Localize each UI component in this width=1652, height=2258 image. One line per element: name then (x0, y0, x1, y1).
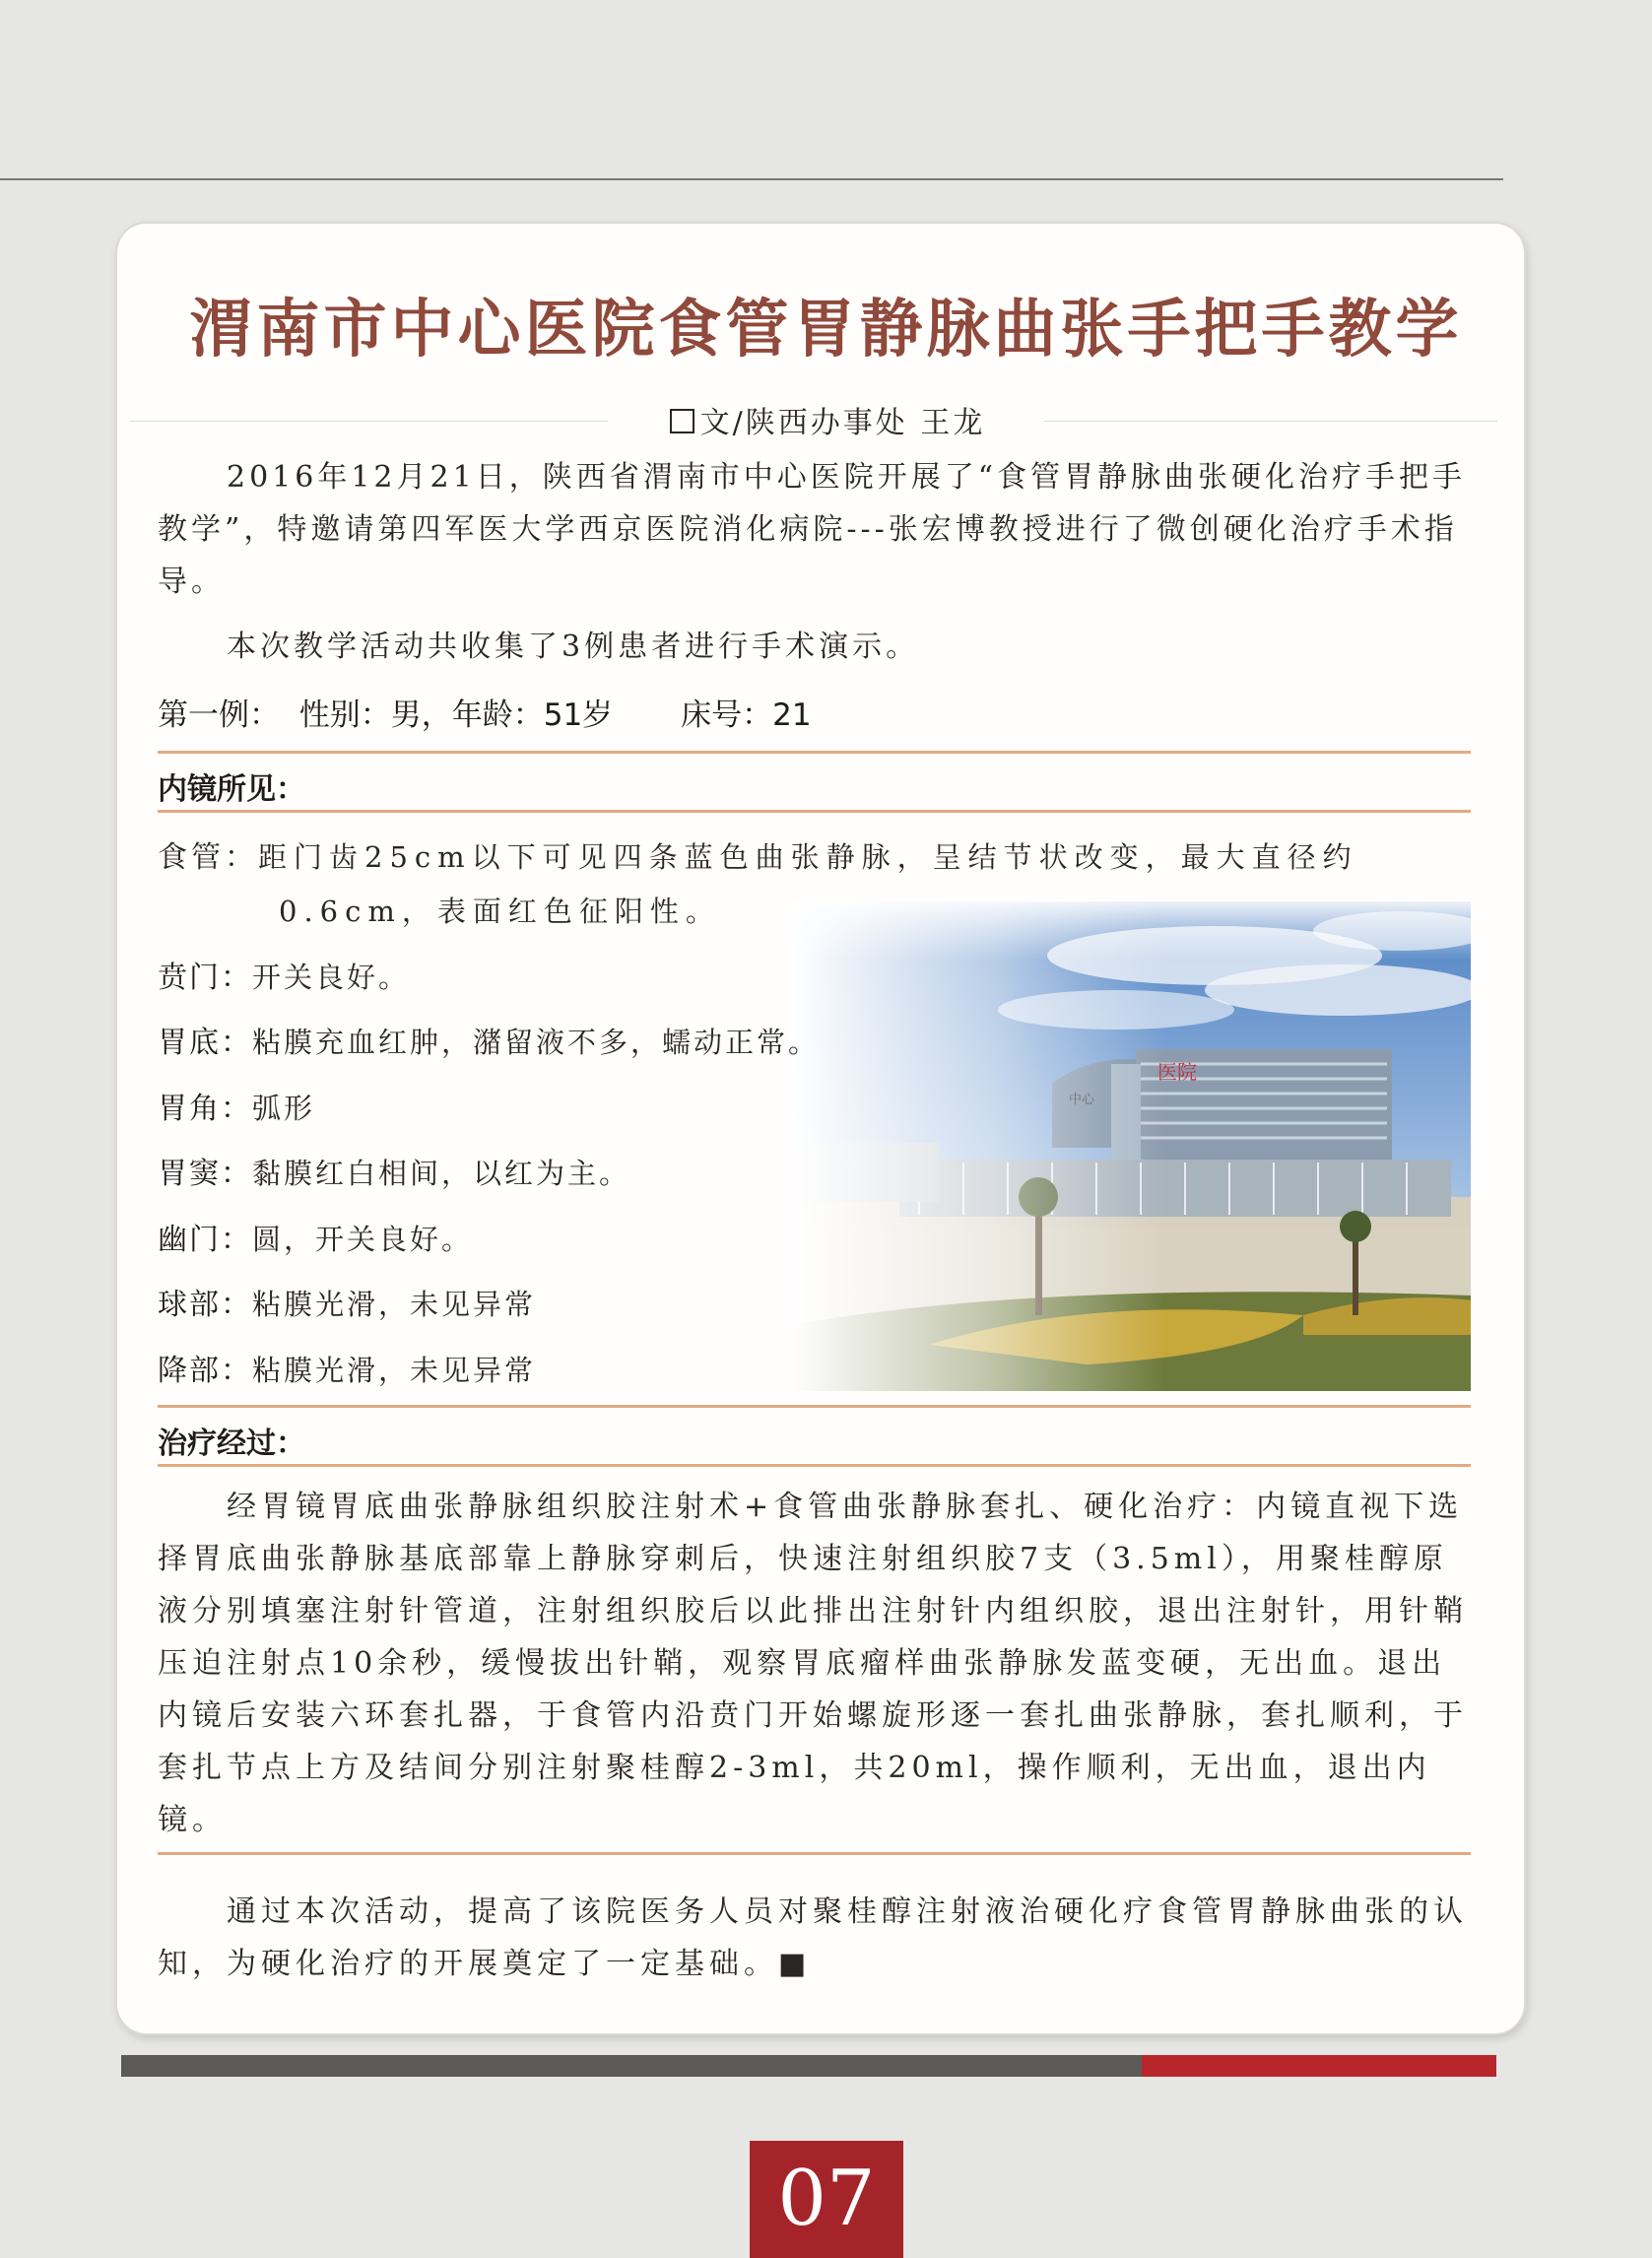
hospital-photo (791, 901, 1471, 1391)
finding-esophagus: 食管：距门齿25cm以下可见四条蓝色曲张静脉，呈结节状改变，最大直径约 0.6cm，表面红色征阳性。 (158, 840, 1358, 928)
byline-rule-right (1044, 421, 1497, 422)
footer-bar-red (1142, 2055, 1496, 2077)
finding-fundus: 胃底：粘膜充血红肿，潴留液不多，蠕动正常。 (158, 1026, 821, 1060)
top-rule (0, 178, 1503, 180)
footer-bar-grey (121, 2055, 1142, 2077)
page-number: 07 (750, 2141, 903, 2258)
byline-rule-left (130, 421, 608, 422)
intro-paragraph-2: 本次教学活动共收集了3例患者进行手术演示。 (227, 630, 920, 664)
case-info (158, 690, 812, 734)
conclusion-paragraph: 通过本次活动，提高了该院医务人员对聚桂醇注射液治硬化疗食管胃静脉曲张的认知，为硬化治疗的开展奠定了一定基础。■ (158, 1894, 1468, 1981)
finding-pylorus: 幽门：圆，开关良好。 (158, 1223, 474, 1257)
section-rule (158, 751, 1471, 754)
section-rule (158, 1852, 1471, 1855)
finding-cardia: 贲门：开关良好。 (158, 961, 411, 995)
endoscopy-heading: 内镜所见： (158, 772, 305, 807)
finding-angle: 胃角：弧形 (158, 1092, 316, 1126)
byline-text: 文/陕西办事处 王龙 (699, 406, 986, 440)
byline (621, 398, 1034, 441)
section-rule (158, 1464, 1471, 1467)
finding-descending: 降部：粘膜光滑，未见异常 (158, 1354, 537, 1388)
treatment-heading: 治疗经过： (158, 1427, 305, 1461)
case-sex: 性别：男， (298, 697, 452, 733)
treatment-paragraph: 经胃镜胃底曲张静脉组织胶注射术+食管曲张静脉套扎、硬化治疗：内镜直视下选择胃底曲张静脉基底部靠上静脉穿刺后，快速注射组织胶7支（3.5ml），用聚桂醇原液分别填塞注射针管道，注射组织胶后以此排出注射针内组织胶，退出注射针，用针鞘压迫注射点10余秒，缓慢拔出针鞘，观察胃底瘤样曲张静脉发蓝变硬，无出血。退出内镜后安装六环套扎器，于食管内沿贲门开始螺旋形逐一套扎曲张静脉，套扎顺利，于套扎节点上方及结间分别注射聚桂醇2-3ml，共20ml，操作顺利，无出血，退出内镜。 (158, 1490, 1468, 1837)
checkbox-icon (670, 409, 694, 433)
finding-bulb: 球部：粘膜光滑，未见异常 (158, 1288, 537, 1322)
finding-antrum: 胃窦：黏膜红白相间，以红为主。 (158, 1157, 631, 1191)
case-age: 年龄：51岁 (451, 697, 614, 733)
section-rule (158, 1405, 1471, 1408)
intro-paragraph-1: 2016年12月21日，陕西省渭南市中心医院开展了“食管胃静脉曲张硬化治疗手把手教学”，特邀请第四军医大学西京医院消化病院---张宏博教授进行了微创硬化治疗手术指导。 (158, 460, 1467, 599)
case-label: 第一例： (158, 697, 280, 733)
article-title: 渭南市中心医院食管胃静脉曲张手把手教学 (189, 294, 1463, 366)
section-rule (158, 810, 1471, 813)
case-bed: 床号：21 (681, 697, 812, 733)
